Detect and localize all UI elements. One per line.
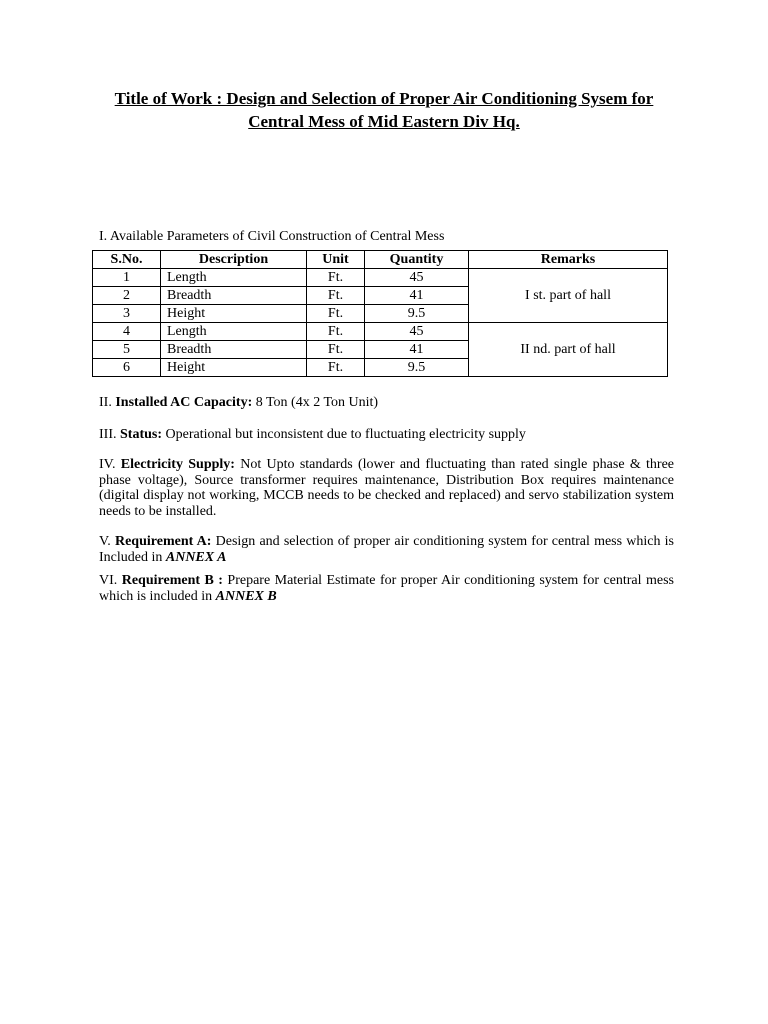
cell-description: Length [161,323,307,341]
installed-capacity-paragraph [99,395,674,411]
table-row [93,323,668,341]
parameters-table [92,250,668,377]
cell-unit: Ft. [307,341,365,359]
header-sno: S.No. [93,251,161,269]
cell-description: Length [161,269,307,287]
section-label: Status: [120,427,163,442]
annex-reference: ANNEX B [215,588,277,604]
section-text: Operational but inconsistent due to fluctuating electricity supply [162,427,526,442]
section-text: Design and selection of proper air conditioning system for central mess which is Included in [99,534,674,565]
cell-sno: 4 [93,323,161,341]
cell-sno: 2 [93,287,161,305]
section-label: Installed AC Capacity: [115,395,253,410]
section-number: V. [99,534,115,549]
cell-remarks: I st. part of hall [469,269,668,323]
electricity-supply-paragraph [99,457,674,519]
header-remarks: Remarks [469,251,668,269]
section-number: IV. [99,457,121,472]
requirement-b-paragraph [99,573,674,604]
section-text: Not Upto standards (lower and fluctuating than rated single phase & three phase voltage), Source transformer requires maintenance, Distribution Box requires maintenance (digital display not working, MCCB needs to be checked and replaced) and servo stabilization system needs to be installed. [99,457,675,519]
section-label: Electricity Supply: [120,457,235,472]
section-text: 8 Ton (4x 2 Ton Unit) [252,395,379,410]
section-number: II. [99,395,116,410]
cell-description: Breadth [161,287,307,305]
cell-description: Height [161,305,307,323]
cell-unit: Ft. [307,287,365,305]
section-number: VI. [99,573,122,588]
status-paragraph [99,427,674,443]
title-line-2: Central Mess of Mid Eastern Div Hq. [248,112,520,131]
requirement-a-paragraph [99,534,674,565]
cell-unit: Ft. [307,305,365,323]
cell-quantity: 45 [365,323,469,341]
table-header-row [93,251,668,269]
cell-sno: 3 [93,305,161,323]
title-line-1: Title of Work : Design and Selection of Proper Air Conditioning Sysem for [114,89,654,108]
section-label: Requirement B : [121,573,223,588]
cell-quantity: 9.5 [365,359,469,377]
cell-description: Breadth [161,341,307,359]
cell-quantity: 41 [365,287,469,305]
cell-description: Height [161,359,307,377]
cell-remarks: II nd. part of hall [469,323,668,377]
cell-unit: Ft. [307,269,365,287]
cell-unit: Ft. [307,359,365,377]
cell-quantity: 9.5 [365,305,469,323]
section-number: III. [99,427,120,442]
cell-sno: 1 [93,269,161,287]
header-description: Description [161,251,307,269]
cell-quantity: 41 [365,341,469,359]
annex-reference: ANNEX A [165,549,227,565]
cell-sno: 5 [93,341,161,359]
cell-sno: 6 [93,359,161,377]
cell-quantity: 45 [365,269,469,287]
header-unit: Unit [307,251,365,269]
cell-unit: Ft. [307,323,365,341]
page-title [84,87,684,133]
header-quantity: Quantity [365,251,469,269]
section-text: Prepare Material Estimate for proper Air conditioning system for central mess which is included in [99,573,674,604]
table-row [93,269,668,287]
parameters-caption: I. Available Parameters of Civil Construction of Central Mess [99,229,445,244]
section-label: Requirement A: [114,534,212,549]
